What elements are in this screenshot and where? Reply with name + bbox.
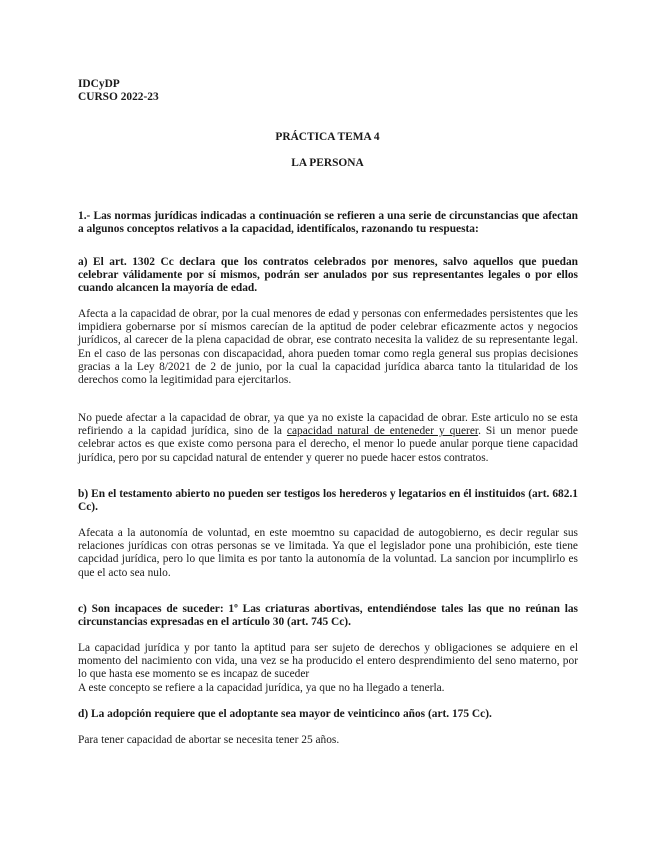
part-c-answer: [78, 642, 578, 695]
part-a-heading: a) El art. 1302 Cc declara que los contratos celebrados por menores, salvo aquellos que puedan celebrar válidamente por sí mismos, podrán ser anulados por sus representantes legales o por ellos cuando alcancen la mayoría de edad.: [78, 256, 578, 295]
part-a-answer-2: [78, 412, 578, 465]
title-practice: PRÁCTICA TEMA 4: [275, 131, 380, 143]
part-c-answer-line-1: La capacidad jurídica y por tanto la aptitud para ser sujeto de derechos y obligaciones se adquiere en el momento del nacimiento con vida, una vez se ha producido el entero desprendimiento del seno materno, por lo que hasta ese momento se es incapaz de suceder: [78, 642, 578, 681]
header-org: IDCyDP: [78, 78, 120, 90]
header-course: CURSO 2022-23: [78, 91, 159, 104]
part-a-answer-1: Afecta a la capacidad de obrar, por la cual menores de edad y personas con enfermedades persistentes que les impidiera gobernarse por sí mismos carecían de la aptitud de poder celebrar eficazmente actos y negocios jurídicos, al carecer de la plena capacidad de obrar, ese contrato necesita la validez de su representante legal. En el caso de las personas con discapacidad, ahora pueden tomar como regla general sus propias decisiones gracias a la Ley 8/2021 de 2 de junio, por la cual la capacidad jurídica abarca tanto la titularidad de los derechos como la legitimidad para ejercitarlos.: [78, 308, 578, 387]
part-c-heading: c) Son incapaces de suceder: 1º Las criaturas abortivas, entendiéndose tales las que no reúnan las circunstancias expresadas en el artículo 30 (art. 745 Cc).: [78, 603, 578, 629]
question-1-prompt: 1.- Las normas jurídicas indicadas a continuación se refieren a una serie de circunstancias que afectan a algunos conceptos relativos a la capacidad, identifícalos, razonando tu respuesta:: [78, 210, 578, 236]
part-d-heading: d) La adopción requiere que el adoptante sea mayor de veinticinco años (art. 175 Cc).: [78, 708, 492, 720]
part-a-answer-2-underlined: capacidad natural de enteneder y querer: [286, 425, 479, 438]
part-b-heading: b) En el testamento abierto no pueden ser testigos los herederos y legatarios en él instituidos (art. 682.1 Cc).: [78, 488, 578, 514]
part-c-answer-line-2: A este concepto se refiere a la capacidad jurídica, ya que no ha llegado a tenerla.: [78, 681, 445, 694]
part-b-answer: Afecata a la autonomía de voluntad, en este moemtno su capacidad de autogobierno, es decir regular sus relaciones jurídicas con otras personas se ve limitada. Ya que el legislador pone una prohibición, este tiene capcidad jurídica, pero lo que limita es por tanto la autonomía de la voluntad. La sancion por incumplirlo es que el acto sea nulo.: [78, 527, 578, 579]
part-a-answer-2-pre: No puede afectar a la capacidad de obrar, ya que ya no existe la capacidad de obrar. Este articulo no se esta refiriendo a la capidad jurídica, sino de la: [78, 412, 578, 438]
title-topic: LA PERSONA: [291, 157, 364, 169]
part-a-answer-2-post: . Si un menor puede celebrar actos es que existe como persona para el derecho, el menor lo puede anular porque tiene capacidad jurídica, pero por su capcidad natural de entender y querer no puede hacer estos contratos.: [78, 425, 578, 464]
document-header: [78, 78, 578, 104]
part-d-answer: Para tener capacidad de abortar se necesita tener 25 años.: [78, 734, 340, 746]
